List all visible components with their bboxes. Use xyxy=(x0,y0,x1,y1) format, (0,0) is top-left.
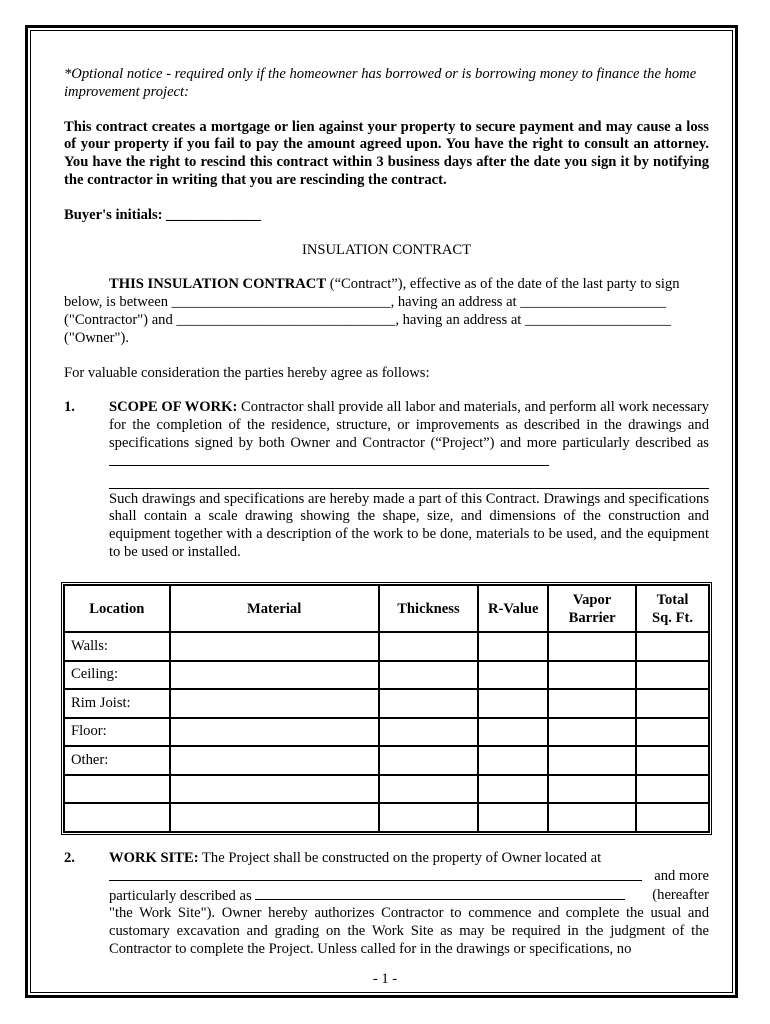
location-cell: Ceiling: xyxy=(64,661,170,690)
table-cell xyxy=(636,689,709,718)
section-2-desc-line xyxy=(109,887,709,906)
table-cell xyxy=(636,746,709,775)
table-cell xyxy=(170,803,379,832)
insulation-table-body xyxy=(64,632,709,832)
hereafter: (hereafter xyxy=(652,886,709,903)
work-site-address-blank xyxy=(109,868,642,881)
table-cell xyxy=(379,718,479,747)
scope-description-line xyxy=(109,472,709,489)
table-cell xyxy=(478,632,548,661)
header-total-sq-ft: Total Sq. Ft. xyxy=(636,585,709,632)
table-cell xyxy=(548,775,636,804)
table-cell xyxy=(548,632,636,661)
header-thickness: Thickness xyxy=(379,585,479,632)
section-1-heading: SCOPE OF WORK: xyxy=(109,399,238,416)
table-cell xyxy=(170,661,379,690)
buyer-initials: Buyer's initials: _____________ xyxy=(64,206,262,223)
table-cell xyxy=(379,632,479,661)
table-cell xyxy=(379,689,479,718)
table-row xyxy=(64,632,709,661)
table-cell xyxy=(478,803,548,832)
table-cell xyxy=(170,775,379,804)
particularly-described: particularly described as xyxy=(109,887,256,904)
section-1-paragraph xyxy=(109,399,709,471)
section-scope-of-work xyxy=(64,399,709,561)
table-cell xyxy=(170,689,379,718)
optional-notice: *Optional notice - required only if the homeowner has borrowed or is borrowing money to finance the home improvement project: xyxy=(64,66,697,100)
table-cell xyxy=(548,661,636,690)
header-vapor-barrier: Vapor Barrier xyxy=(548,585,636,632)
location-cell: Rim Joist: xyxy=(64,689,170,718)
location-cell xyxy=(64,775,170,804)
section-2-number: 2. xyxy=(64,850,75,866)
intro-rest: (“Contract”), effective as of the date of the last party to sign below, is between ______________________________, having an address at ____________________ ("Contractor") and ______________________________, having an address at ____________________ ("Owner"). xyxy=(64,276,680,346)
location-cell: Floor: xyxy=(64,718,170,747)
table-cell xyxy=(636,718,709,747)
section-2-container xyxy=(64,850,709,959)
section-1-number: 1. xyxy=(64,399,75,416)
header-r-value: R-Value xyxy=(478,585,548,632)
table-cell xyxy=(478,775,548,804)
table-cell xyxy=(379,803,479,832)
section-2-intro: The Project shall be constructed on the property of Owner located at xyxy=(198,850,602,866)
intro-paragraph xyxy=(64,276,709,347)
location-cell xyxy=(64,803,170,832)
table-row xyxy=(64,803,709,832)
section-2-text-3: "the Work Site"). Owner hereby authorizes Contractor to commence and complete the usual and customary excavation and grading on the Work Site as may be required in the judgment of the Contractor to complete the Project. Unless called for in the drawings or specifications, no xyxy=(109,905,709,957)
lien-warning: This contract creates a mortgage or lien against your property to secure payment and may cause a loss of your property if you fail to pay the amount agreed upon. You have the right to consult an attorney. You have the right to rescind this contract within 3 business days after the date you sign it by notifying the contractor in writing that you are rescinding the contract. xyxy=(64,118,709,188)
table-cell xyxy=(379,661,479,690)
table-cell xyxy=(478,746,548,775)
table-row xyxy=(64,689,709,718)
header-location: Location xyxy=(64,585,170,632)
table-cell xyxy=(548,803,636,832)
work-site-description-blank xyxy=(255,887,625,900)
section-1-text: Contractor shall provide all labor and materials, and perform all work necessary for the completion of the residence, structure, or improvements as described in the drawings and specifications signed by both Owner and Contractor (“Project”) and more particularly described as xyxy=(109,399,709,451)
table-cell xyxy=(478,661,548,690)
table-header-row xyxy=(64,585,709,632)
page-number: - 1 - xyxy=(372,971,398,987)
location-cell: Walls: xyxy=(64,632,170,661)
scope-description-blank xyxy=(109,453,549,466)
table-cell xyxy=(170,746,379,775)
table-cell xyxy=(170,718,379,747)
table-cell xyxy=(548,746,636,775)
table-cell xyxy=(636,661,709,690)
section-2-text xyxy=(109,850,709,868)
table-row xyxy=(64,746,709,775)
table-cell xyxy=(379,746,479,775)
section-2-heading: WORK SITE: xyxy=(109,850,199,866)
section-work-site xyxy=(64,850,709,959)
table-cell xyxy=(636,632,709,661)
intro-lead: THIS INSULATION CONTRACT xyxy=(109,276,327,293)
table-cell xyxy=(478,689,548,718)
insulation-table xyxy=(61,582,712,835)
table-cell xyxy=(548,689,636,718)
document-body xyxy=(64,66,709,562)
table-cell xyxy=(379,775,479,804)
table-row xyxy=(64,775,709,804)
location-cell: Other: xyxy=(64,746,170,775)
table-row xyxy=(64,718,709,747)
and-more: and more xyxy=(654,867,709,884)
table-cell xyxy=(170,632,379,661)
table-cell xyxy=(636,803,709,832)
table-cell xyxy=(548,718,636,747)
table-row xyxy=(64,661,709,690)
section-2-address-line xyxy=(109,868,709,887)
table-cell xyxy=(478,718,548,747)
contract-title: INSULATION CONTRACT xyxy=(301,241,472,258)
consideration: For valuable consideration the parties hereby agree as follows: xyxy=(64,364,430,381)
header-material: Material xyxy=(170,585,379,632)
section-1-text-2: Such drawings and specifications are hereby made a part of this Contract. Drawings and specifications shall contain a scale drawing showing the shape, size, and dimensions of the construction and equipment together with a description of the work to be done, materials to be used, and the equipment to be used or installed. xyxy=(109,490,709,560)
table-cell xyxy=(636,775,709,804)
